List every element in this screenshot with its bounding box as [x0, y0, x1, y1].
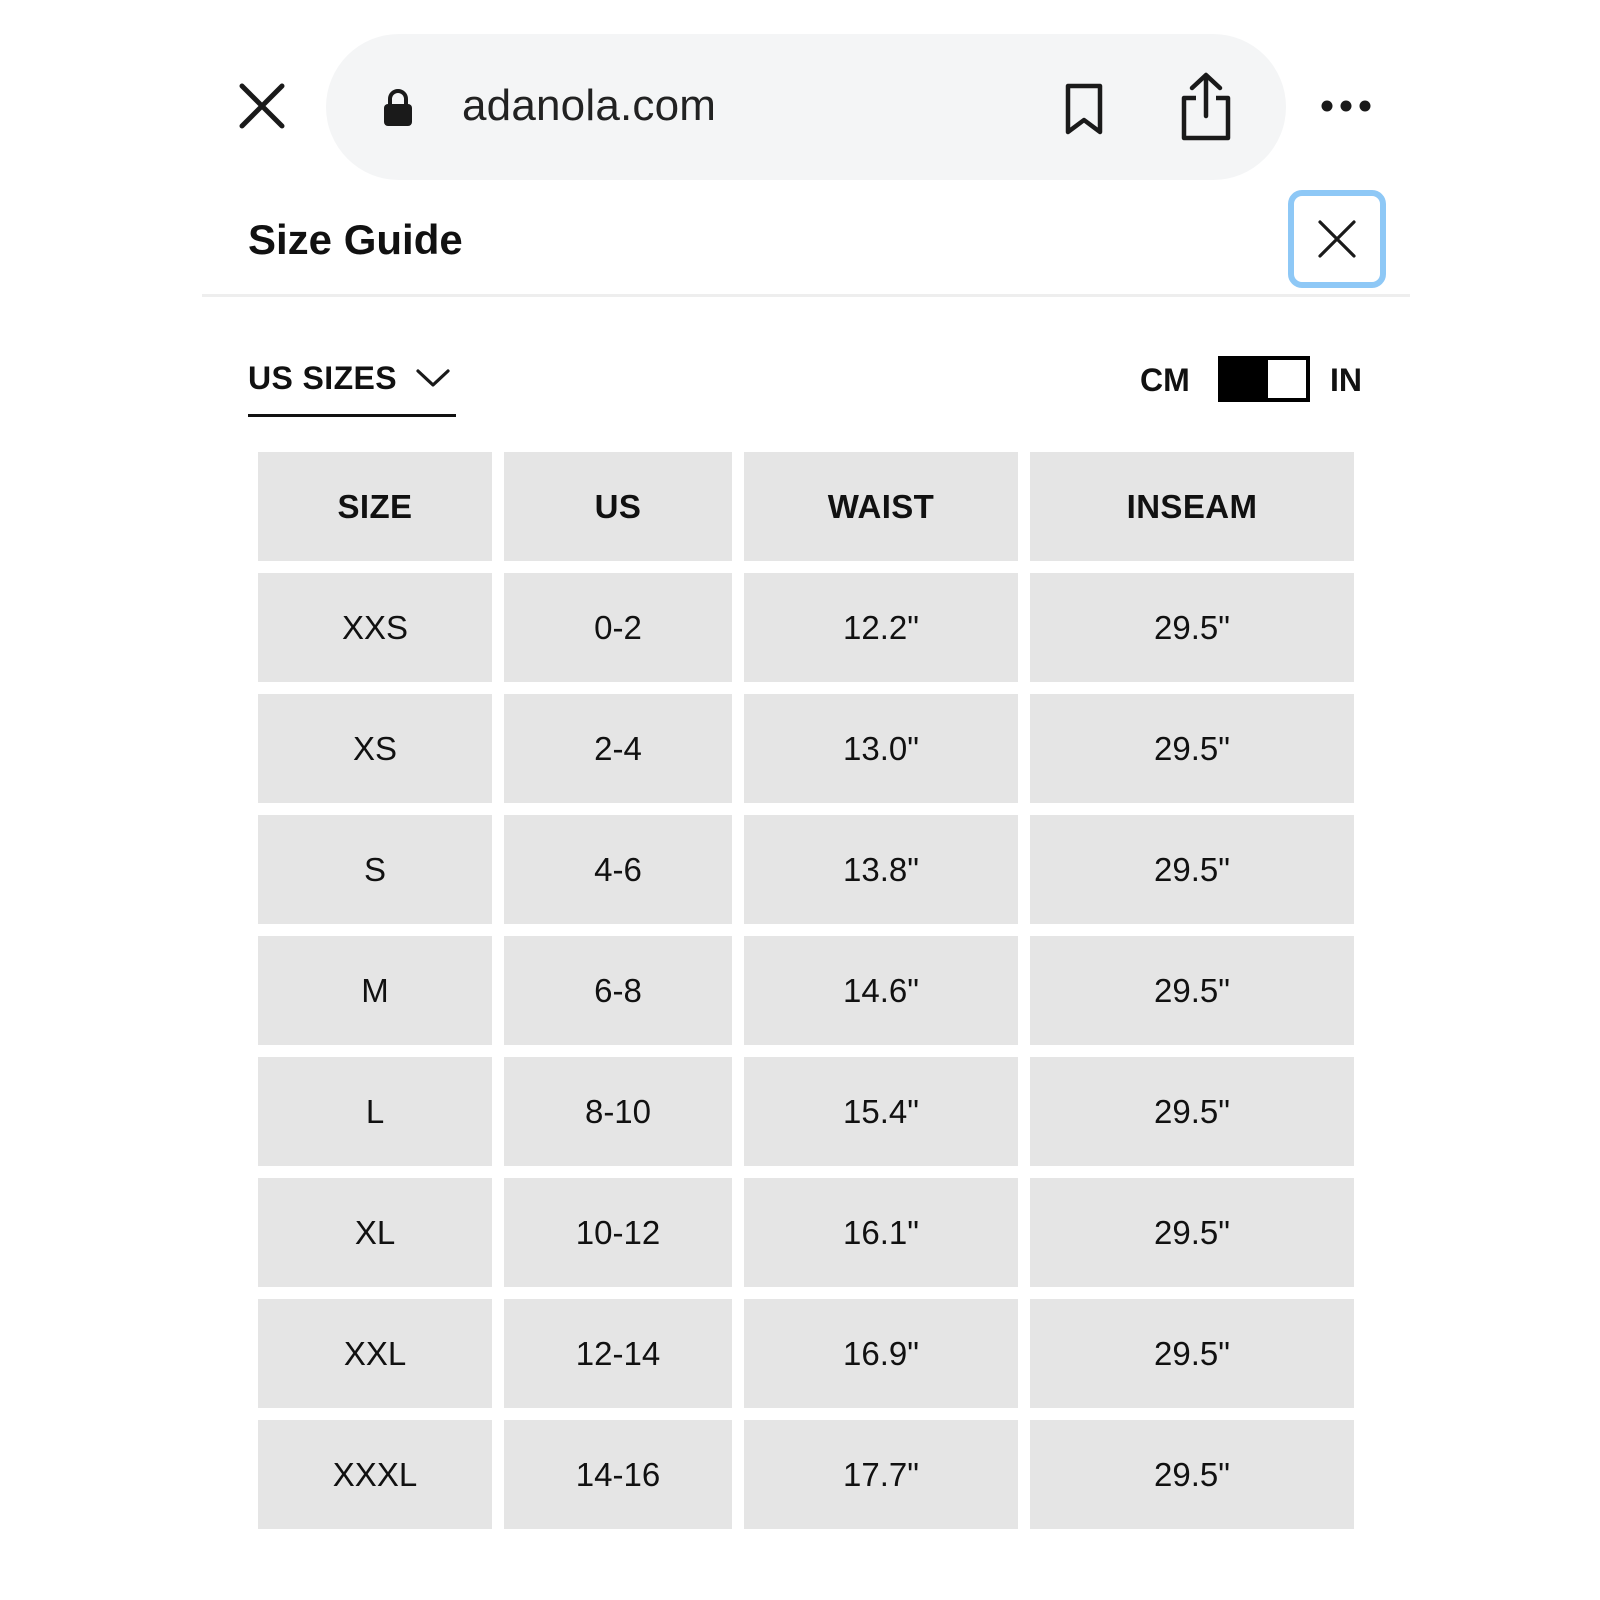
bookmark-icon[interactable]: [1062, 82, 1106, 136]
size-region-label: US SIZES: [248, 360, 398, 396]
column-header-inseam: INSEAM: [1030, 452, 1354, 561]
cell-inseam: 29.5": [1030, 573, 1354, 682]
cell-size: L: [258, 1057, 492, 1166]
chevron-down-icon: [416, 368, 450, 388]
cell-us: 10-12: [504, 1178, 732, 1287]
cell-waist: 14.6": [744, 936, 1018, 1045]
size-region-dropdown[interactable]: [248, 354, 456, 417]
cell-us: 6-8: [504, 936, 732, 1045]
cell-us: 12-14: [504, 1299, 732, 1408]
table-row: [258, 1299, 1354, 1408]
table-row: [258, 936, 1354, 1045]
unit-label-cm: CM: [1140, 362, 1190, 398]
browser-toolbar: [0, 0, 1600, 190]
more-icon[interactable]: [1320, 96, 1372, 116]
column-header-us: US: [504, 452, 732, 561]
cell-inseam: 29.5": [1030, 1178, 1354, 1287]
cell-size: XS: [258, 694, 492, 803]
close-icon: [1317, 219, 1357, 259]
unit-toggle[interactable]: [1218, 356, 1310, 402]
unit-label-in: IN: [1330, 362, 1362, 398]
share-icon[interactable]: [1178, 72, 1234, 142]
close-modal-button[interactable]: [1288, 190, 1386, 288]
lock-icon: [382, 88, 414, 128]
cell-size: XXL: [258, 1299, 492, 1408]
table-row: [258, 1178, 1354, 1287]
size-table: [246, 440, 1366, 1541]
close-icon[interactable]: [238, 82, 286, 130]
cell-us: 4-6: [504, 815, 732, 924]
cell-inseam: 29.5": [1030, 936, 1354, 1045]
cell-us: 14-16: [504, 1420, 732, 1529]
cell-us: 0-2: [504, 573, 732, 682]
cell-size: M: [258, 936, 492, 1045]
cell-inseam: 29.5": [1030, 1420, 1354, 1529]
cell-size: S: [258, 815, 492, 924]
cell-waist: 13.0": [744, 694, 1018, 803]
column-header-size: SIZE: [258, 452, 492, 561]
table-row: [258, 815, 1354, 924]
cell-waist: 16.1": [744, 1178, 1018, 1287]
cell-waist: 13.8": [744, 815, 1018, 924]
table-row: [258, 573, 1354, 682]
cell-inseam: 29.5": [1030, 694, 1354, 803]
cell-waist: 17.7": [744, 1420, 1018, 1529]
cell-inseam: 29.5": [1030, 815, 1354, 924]
cell-size: XL: [258, 1178, 492, 1287]
cell-us: 8-10: [504, 1057, 732, 1166]
cell-waist: 16.9": [744, 1299, 1018, 1408]
url-text[interactable]: adanola.com: [462, 81, 717, 130]
header-divider: [202, 294, 1410, 297]
table-row: [258, 1420, 1354, 1529]
table-row: [258, 694, 1354, 803]
cell-inseam: 29.5": [1030, 1057, 1354, 1166]
cell-inseam: 29.5": [1030, 1299, 1354, 1408]
address-bar[interactable]: [326, 34, 1286, 180]
cell-us: 2-4: [504, 694, 732, 803]
page-title: Size Guide: [248, 216, 463, 263]
cell-size: XXXL: [258, 1420, 492, 1529]
unit-toggle-fill: [1222, 360, 1268, 398]
cell-size: XXS: [258, 573, 492, 682]
cell-waist: 12.2": [744, 573, 1018, 682]
cell-waist: 15.4": [744, 1057, 1018, 1166]
table-row: [258, 1057, 1354, 1166]
table-header-row: [258, 452, 1354, 561]
column-header-waist: WAIST: [744, 452, 1018, 561]
